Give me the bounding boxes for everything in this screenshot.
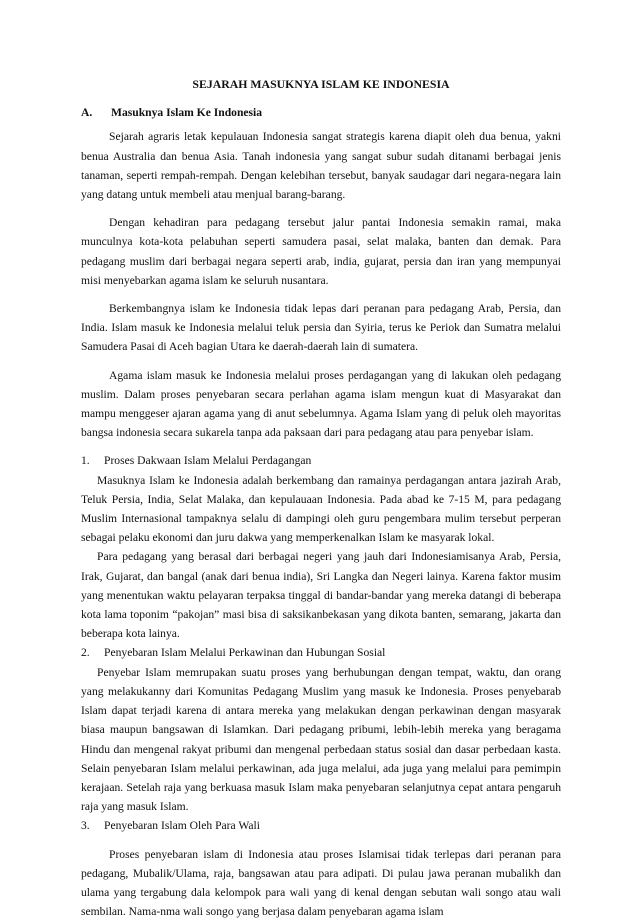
item-2-title: Penyebaran Islam Melalui Perkawinan dan Hubungan Sosial <box>104 646 386 660</box>
item-3-number: 3. <box>81 819 90 833</box>
section-a-paragraph-1: Sejarah agraris letak kepulauan Indonesia sangat strategis karena diapit oleh dua benua, yakni benua Australia dan benua Asia. Tanah indonesia yang sangat subur sudah ditanami berbagai jenis tanaman, seperti rempah-rempah. Dengan kelebihan tersebut, banyak saudagar dari negara-negara lain yang datang untuk membeli atau menjual barang-barang. <box>81 130 561 202</box>
section-a-paragraph-4: Agama islam masuk ke Indonesia melalui proses perdagangan yang di lakukan oleh pedagang muslim. Dalam proses penyebaran secara perlahan agama islam mengun kuat di Masyarakat dan mampu menggeser ajaran agama yang di anut sebelumnya. Agama Islam yang di peluk oleh mayoritas bangsa indonesia secara sukarela tanpa ada paksaan dari para pedagang atau para penyebar islam. <box>81 368 561 440</box>
item-3-title: Penyebaran Islam Oleh Para Wali <box>104 819 260 833</box>
item-3-heading <box>81 816 561 835</box>
item-1-paragraph-2: Para pedagang yang berasal dari berbagai negeri yang jauh dari Indonesiamisanya Arab, Persia, Irak, Gujarat, dan bangal (anak dari benua india), Sri Langka dan Negeri lainya. Karena faktor musim yang menentukan waktu pelayaran terpaksa tinggal di bandar-bandar yang mereka datangi di beberapa kota lama toponim “pakojan” masi bisa di saksikanbekasan yang dikota banten, semarang, jakarta dan beberapa kota lainya. <box>81 550 561 641</box>
section-a-paragraph-2: Dengan kehadiran para pedagang tersebut jalur pantai Indonesia semakin ramai, maka munculnya kota-kota pelabuhan seperti samudera pasai, selat malaka, banten dan demak. Para pedagang muslim dari berbagai negara seperti arab, india, gujarat, persia dan iran yang mempunyai misi menyebarkan agama islam ke seluruh nusantara. <box>81 216 561 287</box>
document-title: SEJARAH MASUKNYA ISLAM KE INDONESIA <box>192 77 450 91</box>
item-2-paragraph-1: Penyebar Islam memrupakan suatu proses yang berhubungan dengan tempat, waktu, dan orang yang melakukanny dari Komunitas Pedagang Muslim yang masuk ke Indonesia. Proses penyebarab Islam dapat terjadi karena di antara mereka yang melakukan dengan perkawinan dengan masyarak biasa maupun bangsawan di Islamkan. Dari pedagang pribumi, lebih-lebih mereka yang beragama Hindu dan mengenal rakyat pribumi dan mengenal perbedaan status sosial dan dasar perbedaan kasta. Selain penyebaran Islam melalui perkawinan, ada juga melalui, ada juga yang melalui para pemimpin kerajaan. Setelah raja yang berkuasa masuk Islam maka penyebaran selanjutnya cepat antara pengaruh raja yang masuk Islam. <box>81 665 561 814</box>
section-a-paragraph-3: Berkembangnya islam ke Indonesia tidak lepas dari peranan para pedagang Arab, Persia, dan India. Islam masuk ke Indonesia melalui teluk persia dan Syiria, terus ke Periok dan Sumatra melalui Samudera Pasai di Aceh bagian Utara ke daerah-daerah lain di sumatera. <box>81 302 561 354</box>
item-1-title: Proses Dakwaan Islam Melalui Perdagangan <box>104 454 312 468</box>
section-a-number: A. <box>81 106 93 120</box>
item-1-number: 1. <box>81 454 90 468</box>
item-2-heading <box>81 643 561 662</box>
item-3-paragraph-1: Proses penyebaran islam di Indonesia atau proses Islamisai tidak terlepas dari peranan para pedagang, Mubalik/Ulama, raja, bangsawan atau para adipati. Di pulau jawa peranan mubalikh dan ulama yang tergabung dala kelompok para wali yang di kenal dengan sebutan wali songo atau wali sembilan. Nama-nma wali songo yang berjasa dalam penyebaran agama islam <box>81 847 561 919</box>
item-2-number: 2. <box>81 646 90 660</box>
section-a-heading <box>81 103 561 122</box>
section-a-title: Masuknya Islam Ke Indonesia <box>111 106 263 120</box>
item-1-heading <box>81 451 561 470</box>
item-1-paragraph-1: Masuknya Islam ke Indonesia adalah berkembang dan ramainya perdagangan antara jazirah Arab, Teluk Persia, India, Selat Malaka, dan kepulauaan Indonesia. Pada abad ke 7-15 M, para pedagang Muslim Internasional tampaknya selalu di dampingi oleh guru pengembara mulim tersebut perperan sebagai pelaku ekonomi dan juru dakwa yang memperkenalkan Islam ke masyarak lokal. <box>81 473 561 545</box>
